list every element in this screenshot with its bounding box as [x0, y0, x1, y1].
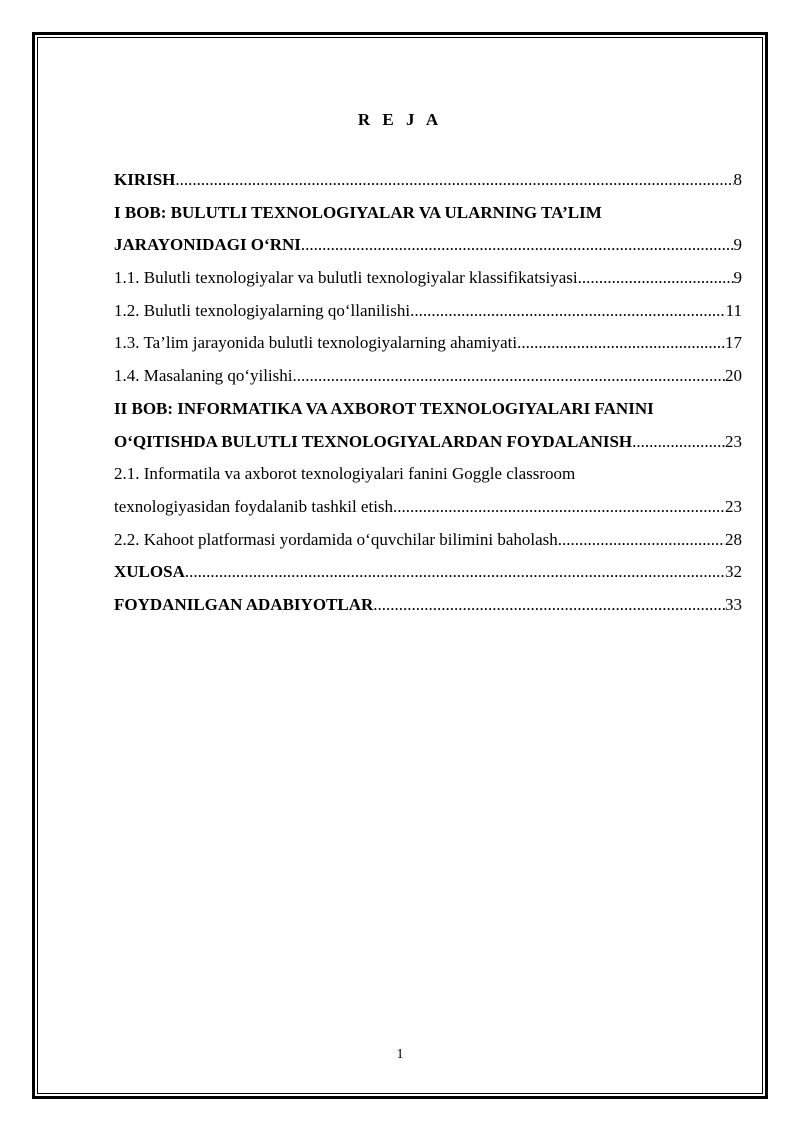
toc-entry-page: 20 [725, 366, 742, 386]
toc-entry-page: 8 [733, 170, 742, 189]
toc-entry-1-2 [114, 295, 742, 328]
toc-entry-page: 9 [733, 268, 742, 288]
toc-entry-adabiyotlar [114, 589, 742, 622]
page-number: 1 [396, 1047, 404, 1062]
dot-leader [558, 524, 725, 557]
toc-entry-page: 17 [725, 333, 742, 353]
dot-leader [410, 295, 726, 328]
toc-entry-chapter-1-line-1 [114, 197, 742, 230]
dot-leader [292, 360, 725, 393]
toc-entry-xulosa [114, 556, 742, 589]
toc-entry-text: texnologiyasidan foydalanib tashkil etish [114, 496, 394, 516]
table-of-contents [114, 164, 742, 622]
dot-leader [578, 262, 734, 295]
toc-entry-chapter-2-line-1 [114, 393, 742, 426]
dot-leader [185, 556, 725, 589]
toc-entry-text: 1.3. Ta’lim jarayonida bulutli texnologiyalarning ahamiyati [114, 333, 518, 353]
toc-entry-text: 1.2. Bulutli texnologiyalarning qo‘llanilishi [114, 300, 411, 320]
toc-entry-page: 9 [733, 235, 742, 255]
toc-entry-page: 23 [725, 431, 742, 451]
toc-entry-text: JARAYONIDAGI O‘RNI [114, 235, 301, 255]
page-title: R E J A [357, 110, 443, 129]
toc-entry-2-2 [114, 524, 742, 557]
toc-entry-page: 23 [725, 496, 742, 516]
toc-entry-1-1 [114, 262, 742, 295]
toc-entry-text: 2.1. Informatila va axborot texnologiyalari fanini Goggle classroom [114, 464, 576, 484]
toc-entry-text: O‘QITISHDA BULUTLI TEXNOLOGIYALARDAN FOYDALANISH [114, 431, 633, 451]
toc-entry-page: 28 [725, 529, 742, 549]
toc-entry-page: 11 [725, 300, 742, 320]
toc-entry-text: II BOB: INFORMATIKA VA AXBOROT TEXNOLOGIYALARI FANINI [114, 398, 654, 418]
toc-entry-page: 33 [725, 594, 742, 614]
toc-entry-kirish [114, 164, 742, 197]
dot-leader [632, 426, 725, 459]
toc-entry-1-3 [114, 327, 742, 360]
toc-entry-chapter-2-line-2 [114, 426, 742, 459]
toc-entry-2-1-line-1 [114, 458, 742, 491]
toc-entry-2-1-line-2 [114, 491, 742, 524]
toc-entry-text: XULOSA [114, 562, 185, 582]
toc-entry-text: 2.2. Kahoot platformasi yordamida o‘quvchilar bilimini baholash [114, 529, 558, 549]
dot-leader [393, 491, 725, 524]
toc-entry-text: I BOB: BULUTLI TEXNOLOGIYALAR VA ULARNING TA’LIM [114, 202, 602, 222]
toc-entry-1-4 [114, 360, 742, 393]
dot-leader [175, 164, 733, 197]
toc-entry-text: 1.4. Masalaning qo‘yilishi [114, 366, 293, 386]
toc-entry-page: 32 [725, 562, 742, 582]
dot-leader [301, 229, 734, 262]
toc-entry-text: FOYDANILGAN ADABIYOTLAR [114, 594, 374, 614]
dot-leader [373, 589, 725, 622]
toc-entry-chapter-1-line-2 [114, 229, 742, 262]
dot-leader [517, 327, 725, 360]
toc-entry-text: KIRISH [114, 170, 176, 189]
toc-entry-text: 1.1. Bulutli texnologiyalar va bulutli texnologiyalar klassifikatsiyasi [114, 268, 578, 288]
